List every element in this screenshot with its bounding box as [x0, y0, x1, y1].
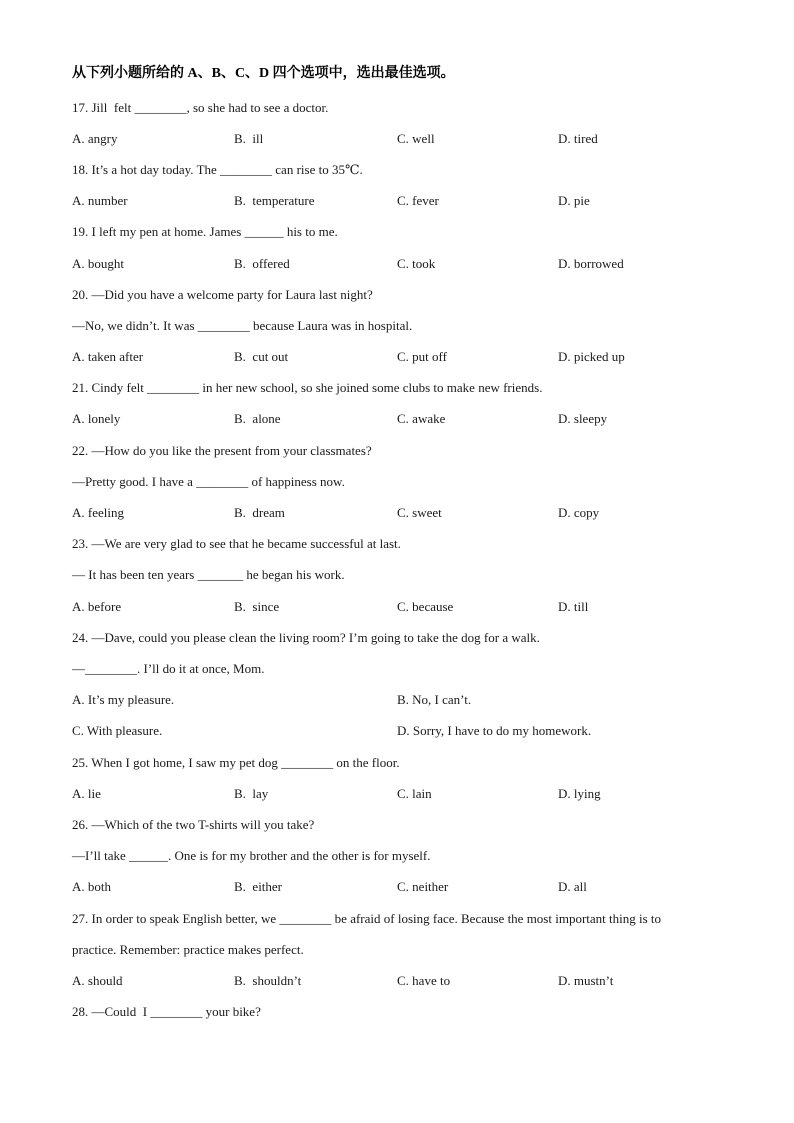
q20-option-b: B. cut out	[234, 349, 289, 364]
question-26-response: —I’ll take ______. One is for my brother and the other is for myself.	[72, 848, 431, 863]
q19-option-a: A. bought	[72, 256, 124, 271]
q18-option-c: C. fever	[397, 193, 439, 208]
q25-option-d: D. lying	[558, 786, 601, 801]
question-22-response: —Pretty good. I have a ________ of happiness now.	[72, 474, 345, 489]
q18-option-a: A. number	[72, 193, 128, 208]
q22-option-d: D. copy	[558, 505, 600, 520]
question-27-stem: 27. In order to speak English better, we ________ be afraid of losing face. Because the most important thing is to	[72, 911, 662, 926]
q24-option-c: C. With pleasure.	[72, 723, 163, 738]
q21-option-b: B. alone	[234, 411, 281, 426]
question-23-response: — It has been ten years _______ he began his work.	[72, 567, 345, 582]
q24-option-d: D. Sorry, I have to do my homework.	[397, 723, 592, 738]
q26-option-c: C. neither	[397, 879, 449, 894]
question-26-stem: 26. —Which of the two T-shirts will you take?	[72, 817, 315, 832]
q26-option-a: A. both	[72, 879, 111, 894]
q21-option-c: C. awake	[397, 411, 446, 426]
q27-option-a: A. should	[72, 973, 123, 988]
q20-option-a: A. taken after	[72, 349, 144, 364]
q23-option-b: B. since	[234, 599, 280, 614]
q24-option-a: A. It’s my pleasure.	[72, 692, 175, 707]
q27-option-c: C. have to	[397, 973, 451, 988]
question-23-stem: 23. —We are very glad to see that he became successful at last.	[72, 536, 401, 551]
q23-option-a: A. before	[72, 599, 122, 614]
section-heading: 从下列小题所给的 A、B、C、D 四个选项中，选出最佳选项。	[72, 66, 455, 81]
q21-option-a: A. lonely	[72, 411, 121, 426]
q22-option-c: C. sweet	[397, 505, 442, 520]
q20-option-d: D. picked up	[558, 349, 625, 364]
q22-option-b: B. dream	[234, 505, 285, 520]
q18-option-d: D. pie	[558, 193, 590, 208]
q23-option-d: D. till	[558, 599, 589, 614]
question-18-stem: 18. It’s a hot day today. The ________ can rise to 35℃.	[72, 162, 363, 177]
question-20-stem: 20. —Did you have a welcome party for Laura last night?	[72, 287, 373, 302]
question-24-stem: 24. —Dave, could you please clean the living room? I’m going to take the dog for a walk.	[72, 630, 540, 645]
question-22-stem: 22. —How do you like the present from your classmates?	[72, 443, 372, 458]
q21-option-d: D. sleepy	[558, 411, 608, 426]
q26-option-d: D. all	[558, 879, 587, 894]
q22-option-a: A. feeling	[72, 505, 124, 520]
question-25-stem: 25. When I got home, I saw my pet dog ________ on the floor.	[72, 755, 400, 770]
q19-option-b: B. offered	[234, 256, 290, 271]
q17-option-a: A. angry	[72, 131, 118, 146]
q25-option-c: C. lain	[397, 786, 432, 801]
q17-option-c: C. well	[397, 131, 435, 146]
question-21-stem: 21. Cindy felt ________ in her new school, so she joined some clubs to make new friends.	[72, 380, 543, 395]
q19-option-d: D. borrowed	[558, 256, 624, 271]
q23-option-c: C. because	[397, 599, 454, 614]
q26-option-b: B. either	[234, 879, 283, 894]
question-19-stem: 19. I left my pen at home. James ______ his to me.	[72, 224, 338, 239]
q27-option-d: D. mustn’t	[558, 973, 614, 988]
question-27-stem-cont: practice. Remember: practice makes perfect.	[72, 942, 304, 957]
q18-option-b: B. temperature	[234, 193, 315, 208]
q17-option-b: B. ill	[234, 131, 264, 146]
q25-option-b: B. lay	[234, 786, 269, 801]
question-17-stem: 17. Jill felt ________, so she had to see a doctor.	[72, 100, 329, 115]
q19-option-c: C. took	[397, 256, 436, 271]
q20-option-c: C. put off	[397, 349, 447, 364]
q24-option-b: B. No, I can’t.	[397, 692, 472, 707]
question-24-response: —________. I’ll do it at once, Mom.	[72, 661, 265, 676]
q27-option-b: B. shouldn’t	[234, 973, 302, 988]
question-28-stem: 28. —Could I ________ your bike?	[72, 1004, 261, 1019]
q17-option-d: D. tired	[558, 131, 598, 146]
question-20-response: —No, we didn’t. It was ________ because Laura was in hospital.	[72, 318, 413, 333]
q25-option-a: A. lie	[72, 786, 101, 801]
